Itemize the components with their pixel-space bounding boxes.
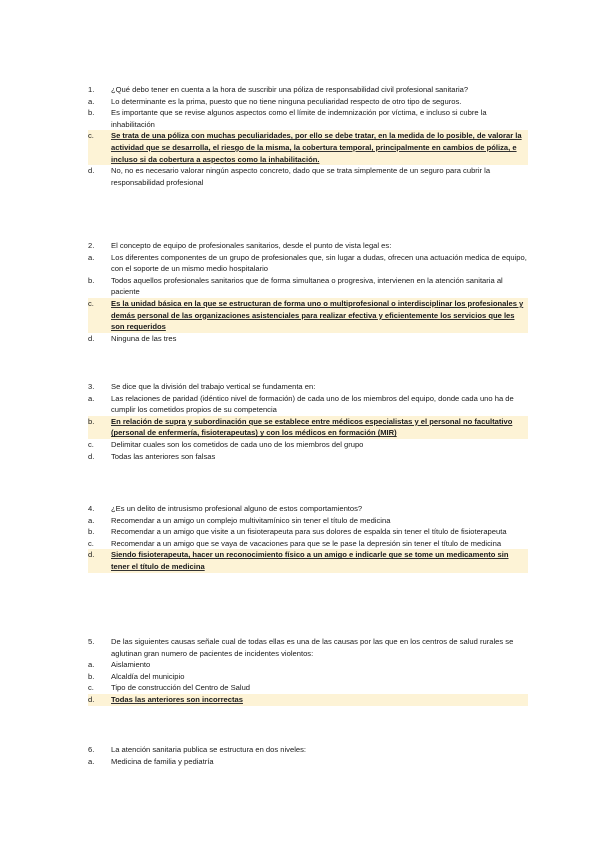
answer-option bbox=[88, 107, 528, 130]
answer-option bbox=[88, 756, 528, 768]
option-letter: b. bbox=[88, 416, 95, 426]
question-stem bbox=[88, 381, 528, 393]
option-letter: c. bbox=[88, 538, 94, 548]
answer-option bbox=[88, 165, 528, 188]
correct-answer-option bbox=[88, 298, 528, 333]
question-stem bbox=[88, 636, 528, 659]
answer-option bbox=[88, 515, 528, 527]
option-letter: b. bbox=[88, 527, 95, 537]
option-text: Todos aquellos profesionales sanitarios que de forma simultanea o progresiva, intervienen en la atención sanitaria al paciente bbox=[111, 275, 503, 297]
option-letter: d. bbox=[88, 550, 95, 560]
answer-option bbox=[88, 659, 528, 671]
question-3 bbox=[88, 381, 528, 462]
option-letter: c. bbox=[88, 298, 94, 308]
option-letter: a. bbox=[88, 756, 95, 766]
option-letter: c. bbox=[88, 439, 94, 449]
option-text: Es la unidad básica en la que se estructuran de forma uno o multiprofesional o interdisciplinar los profesionales y demás personal de las organizaciones asistenciales para realizar efectiva y eficientemente los servicios que les son requeridos bbox=[111, 298, 524, 332]
option-text: Recomendar a un amigo que se vaya de vacaciones para que se le pase la depresión sin tener el título de medicina bbox=[111, 538, 502, 548]
question-text: ¿Es un delito de intrusismo profesional alguno de estos comportamientos? bbox=[111, 504, 363, 513]
option-letter: d. bbox=[88, 451, 95, 461]
option-letter: a. bbox=[88, 252, 95, 262]
option-text: Tipo de construcción del Centro de Salud bbox=[111, 683, 251, 693]
answer-option bbox=[88, 333, 528, 345]
option-text: Todas las anteriores son incorrectas bbox=[111, 694, 243, 704]
question-1 bbox=[88, 84, 528, 188]
option-text: Las relaciones de paridad (idéntico nivel de formación) de cada uno de los miembros del equipo, donde cada uno ha de cumplir los cometidos propios de su competencia bbox=[111, 393, 514, 415]
question-4 bbox=[88, 503, 528, 573]
option-letter: d. bbox=[88, 166, 95, 176]
answer-option bbox=[88, 671, 528, 683]
option-letter: a. bbox=[88, 96, 95, 106]
correct-answer-option bbox=[88, 694, 528, 706]
question-6 bbox=[88, 744, 528, 767]
option-text: Se trata de una póliza con muchas peculiaridades, por ello se debe tratar, en la medida de lo posible, de valorar la actividad que se desarrolla, el riesgo de la misma, la cobertura temporal, principalmente en cambios de póliza, e incluso si da cobertura a aspectos como la inhabilitación. bbox=[111, 131, 522, 164]
question-5 bbox=[88, 636, 528, 706]
option-text: Lo determinante es la prima, puesto que no tiene ninguna peculiaridad respecto de otro tipo de seguros. bbox=[111, 96, 462, 106]
option-text: Los diferentes componentes de un grupo de profesionales que, sin lugar a dudas, ofrecen una actuación medica de equipo, con el soporte de un mismo medio hospitalario bbox=[111, 252, 527, 274]
option-text: Aislamiento bbox=[111, 660, 151, 670]
answer-option bbox=[88, 439, 528, 451]
option-letter: a. bbox=[88, 515, 95, 525]
question-number: 1. bbox=[88, 85, 95, 94]
answer-option bbox=[88, 526, 528, 538]
option-letter: a. bbox=[88, 393, 95, 403]
option-text: Es importante que se revise algunos aspectos como el límite de indemnización por víctima, e incluso si cubre la inhabilitación bbox=[111, 108, 487, 129]
option-text: Medicina de familia y pediatría bbox=[111, 756, 214, 766]
question-number: 5. bbox=[88, 637, 95, 646]
question-stem bbox=[88, 84, 528, 96]
option-letter: b. bbox=[88, 275, 95, 285]
option-text: En relación de supra y subordinación que se establece entre médicos especialistas y el personal no facultativo (personal de enfermería, fisioterapeutas) y con los médicos en formación (MIR) bbox=[111, 416, 513, 438]
option-letter: b. bbox=[88, 108, 95, 118]
option-text: Alcaldía del municipio bbox=[111, 671, 185, 681]
question-stem bbox=[88, 240, 528, 252]
answer-option bbox=[88, 682, 528, 694]
question-2 bbox=[88, 240, 528, 344]
answer-option bbox=[88, 538, 528, 550]
answer-option bbox=[88, 96, 528, 108]
question-text: ¿Qué debo tener en cuenta a la hora de suscribir una póliza de responsabilidad civil profesional sanitaria? bbox=[111, 85, 469, 94]
option-text: Siendo fisioterapeuta, hacer un reconocimiento físico a un amigo e indicarle que se tome un medicamento sin tener el título de medicina bbox=[111, 550, 509, 571]
option-letter: d. bbox=[88, 333, 95, 343]
question-stem bbox=[88, 503, 528, 515]
option-text: No, no es necesario valorar ningún aspecto concreto, dado que se trata simplemente de un seguro para cubrir la responsabilidad profesional bbox=[111, 166, 491, 187]
option-letter: a. bbox=[88, 660, 95, 670]
correct-answer-option bbox=[88, 130, 528, 165]
question-text: Se dice que la división del trabajo vertical se fundamenta en: bbox=[111, 382, 316, 391]
question-number: 4. bbox=[88, 504, 95, 513]
answer-option bbox=[88, 252, 528, 275]
answer-option bbox=[88, 451, 528, 463]
question-text: La atención sanitaria publica se estructura en dos niveles: bbox=[111, 745, 307, 754]
question-number: 2. bbox=[88, 241, 95, 250]
option-text: Delimitar cuales son los cometidos de cada uno de los miembros del grupo bbox=[111, 439, 364, 449]
option-text: Recomendar a un amigo un complejo multivitamínico sin tener el título de medicina bbox=[111, 515, 391, 525]
question-stem bbox=[88, 744, 528, 756]
option-text: Ninguna de las tres bbox=[111, 333, 177, 343]
answer-option bbox=[88, 393, 528, 416]
question-number: 3. bbox=[88, 382, 95, 391]
option-text: Todas las anteriores son falsas bbox=[111, 451, 216, 461]
option-letter: b. bbox=[88, 671, 95, 681]
option-letter: c. bbox=[88, 131, 94, 141]
correct-answer-option bbox=[88, 549, 528, 572]
correct-answer-option bbox=[88, 416, 528, 439]
answer-option bbox=[88, 275, 528, 298]
question-text: De las siguientes causas señale cual de todas ellas es una de las causas por las que en los centros de salud rurales se aglutinan gran numero de pacientes de incidentes violentos: bbox=[111, 637, 514, 658]
option-letter: c. bbox=[88, 683, 94, 693]
question-number: 6. bbox=[88, 745, 95, 754]
option-letter: d. bbox=[88, 694, 95, 704]
question-text: El concepto de equipo de profesionales sanitarios, desde el punto de vista legal es: bbox=[111, 241, 392, 250]
option-text: Recomendar a un amigo que visite a un fisioterapeuta para sus dolores de espalda sin tener el título de fisioterapeuta bbox=[111, 527, 507, 537]
